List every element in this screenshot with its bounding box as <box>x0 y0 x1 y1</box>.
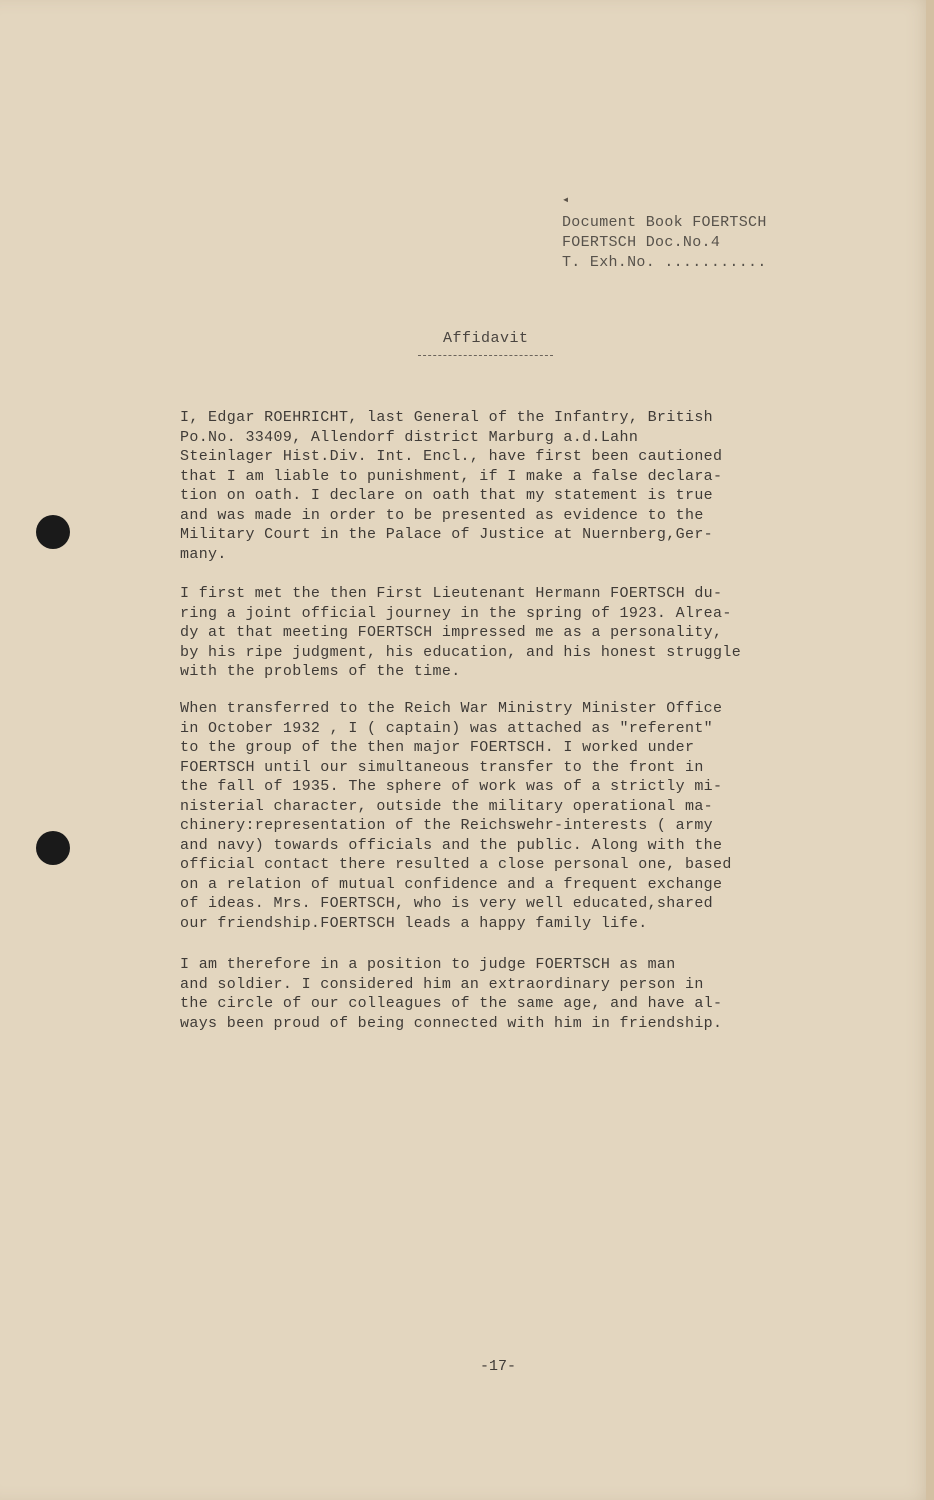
text-line: many. <box>180 545 227 563</box>
text-line: on a relation of mutual confidence and a frequent exchange <box>180 875 723 893</box>
text-line: I, Edgar ROEHRICHT, last General of the Infantry, British <box>180 409 714 426</box>
text-line: our friendship.FOERTSCH leads a happy family life. <box>180 914 648 932</box>
text-line: with the problems of the time. <box>180 663 461 680</box>
text-line: and was made in order to be presented as evidence to the <box>180 506 704 524</box>
text-line: chinery:representation of the Reichswehr-interests ( army <box>180 817 714 834</box>
text-line: to the group of the then major FOERTSCH. I worked under <box>180 739 695 756</box>
exhibit-number-line: T. Exh.No. ........... <box>562 254 767 271</box>
page-number: -17- <box>480 1358 517 1375</box>
text-line: FOERTSCH until our simultaneous transfer to the front in <box>180 758 704 776</box>
punch-hole-bottom <box>36 831 70 865</box>
punch-hole-top <box>36 515 70 549</box>
text-line: the fall of 1935. The sphere of work was of a strictly mi- <box>180 778 723 795</box>
paragraph-first-meeting <box>180 584 780 682</box>
text-line: nisterial character, outside the military operational ma- <box>180 797 714 815</box>
text-line: I first met the then First Lieutenant Hermann FOERTSCH du- <box>180 585 723 602</box>
text-line: ways been proud of being connected with him in friendship. <box>180 1014 723 1032</box>
text-line: official contact there resulted a close personal one, based <box>180 856 732 873</box>
document-reference <box>562 213 767 273</box>
text-line: Po.No. 33409, Allendorf district Marburg a.d.Lahn <box>180 428 639 446</box>
text-line: Steinlager Hist.Div. Int. Encl., have first been cautioned <box>180 448 723 465</box>
paper-edge <box>926 0 934 1500</box>
text-line: dy at that meeting FOERTSCH impressed me as a personality, <box>180 624 723 641</box>
header-mark: ◂ <box>562 193 570 207</box>
page-title: Affidavit <box>443 330 529 347</box>
text-line: ring a joint official journey in the spring of 1923. Alrea- <box>180 604 732 622</box>
paragraph-declaration <box>180 408 780 564</box>
text-line: and navy) towards officials and the public. Along with the <box>180 836 723 854</box>
text-line: by his ripe judgment, his education, and his honest struggle <box>180 643 742 661</box>
text-line: When transferred to the Reich War Ministry Minister Office <box>180 700 723 717</box>
text-line: in October 1932 , I ( captain) was attached as "referent" <box>180 719 714 737</box>
paragraph-judgement <box>180 955 780 1033</box>
text-line: I am therefore in a position to judge FOERTSCH as man <box>180 956 676 973</box>
title-underline <box>418 355 553 356</box>
paragraph-ministry-service <box>180 699 780 933</box>
text-line: Military Court in the Palace of Justice at Nuernberg,Ger- <box>180 526 714 543</box>
document-book-line: Document Book FOERTSCH <box>562 214 767 231</box>
document-number-line: FOERTSCH Doc.No.4 <box>562 234 721 251</box>
text-line: tion on oath. I declare on oath that my statement is true <box>180 487 714 504</box>
text-line: that I am liable to punishment, if I make a false declara- <box>180 467 723 485</box>
text-line: and soldier. I considered him an extraordinary person in <box>180 975 704 993</box>
text-line: of ideas. Mrs. FOERTSCH, who is very well educated,shared <box>180 895 714 912</box>
text-line: the circle of our colleagues of the same age, and have al- <box>180 995 723 1012</box>
